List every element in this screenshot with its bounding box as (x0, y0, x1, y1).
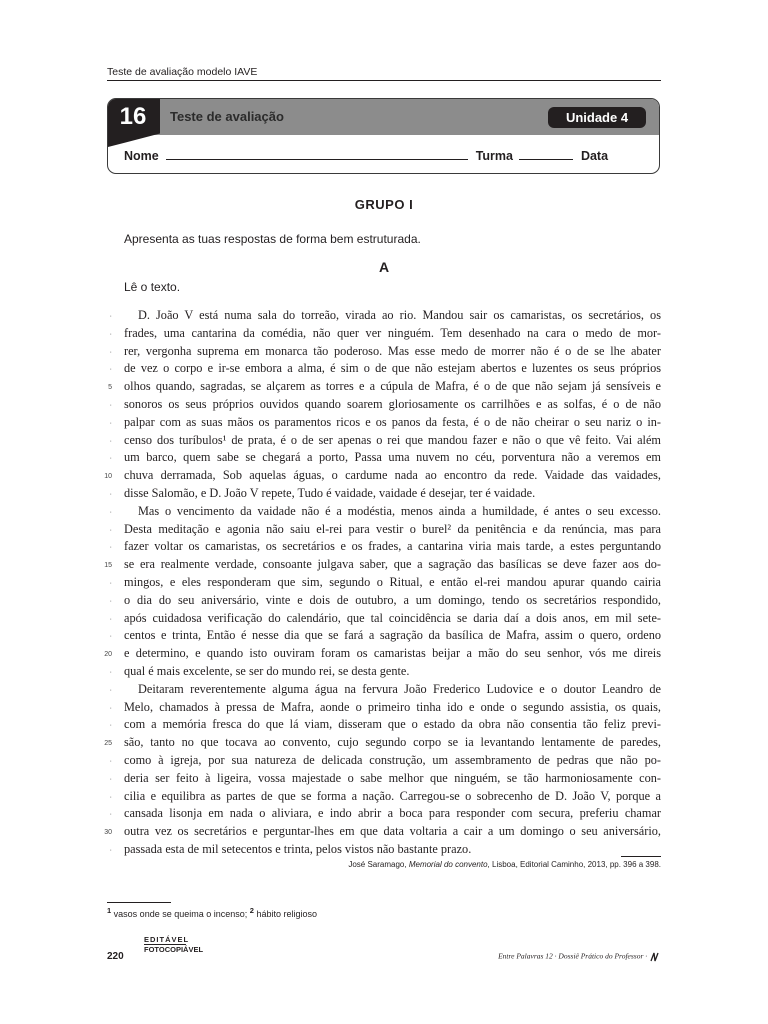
line-marker: · (109, 757, 112, 765)
line-text: e determino, e quando isto ouviram foram os camaristas beijar a mão do seu senhor, vós me direis (124, 646, 661, 661)
line-text: censo dos turíbulos¹ de prata, é o de ser apenas o rei que mandou fazer e não o que vê feito. Vai além (124, 432, 661, 447)
text-line (109, 449, 661, 467)
line-marker: · (109, 775, 112, 783)
text-line (109, 627, 661, 645)
line-text: como à igreja, por sua natureza de delicada construção, um assembramento de pedras que não po- (124, 752, 661, 767)
class-field[interactable] (519, 148, 573, 160)
footnotes (107, 906, 317, 919)
line-text: qual é mais excelente, se ser do mundo rei, se desta gente. (124, 663, 410, 678)
line-marker: · (109, 348, 112, 356)
line-marker: · (109, 668, 112, 676)
source-author: José Saramago, (348, 860, 409, 869)
line-marker: · (109, 437, 112, 445)
line-marker: · (109, 330, 112, 338)
line-text: um barco, quem sabe se chegará a porto, Passa uma nuvem no céu, porventura não a veremos em (124, 450, 661, 465)
line-text: Deitaram reverentemente alguma água na fervura João Frederico Ludovice e o doutor Leandro de (138, 681, 661, 696)
excerpt-text (104, 307, 661, 859)
line-marker: · (109, 597, 112, 605)
line-marker: · (109, 366, 112, 374)
line-text: Desta meditação e agonia não saiu el-rei para vestir o burel² da penitência e da renúncia, mas para (124, 521, 661, 536)
line-text: deria ser feito à ligeira, vossa majestade o sabe melhor que ninguém, se tão harmoniosamente con- (124, 770, 661, 785)
text-line (104, 467, 661, 485)
text-line (104, 556, 661, 574)
line-marker: · (109, 490, 112, 498)
line-text: após cuidadosa verificação do calendário, que tal coincidência se daria daí a dois anos, em mil sete- (124, 610, 661, 625)
line-text: sonoros os seus próprios ouvidos quando soarem gloriosamente os carrilhões e as solfas, é o de não (124, 396, 661, 411)
line-marker: · (109, 401, 112, 409)
text-line (109, 681, 661, 699)
text-line (109, 716, 661, 734)
footnote-text-1: vasos onde se queima o incenso; (111, 909, 250, 919)
page-number: 220 (107, 951, 124, 962)
class-label: Turma (475, 149, 513, 163)
text-line (104, 734, 661, 752)
line-marker: 25 (104, 740, 112, 748)
top-label: Teste de avaliação modelo IAVE (107, 66, 258, 78)
line-text: Mas o vencimento da vaidade não é a modéstia, menos ainda a humildade, é antes o seu excesso. (138, 503, 661, 518)
name-field[interactable] (166, 148, 468, 160)
line-text: fazer voltar os camaristas, os secretários e os frades, a cantarina viria mais tarde, a estes perguntando (124, 539, 661, 554)
line-marker: · (109, 579, 112, 587)
text-line (109, 396, 661, 414)
text-line (109, 325, 661, 343)
line-marker: · (109, 846, 112, 854)
line-text: com a memória fresca do que lá viam, disseram que o estado da obra não consentia tão feliz previ- (124, 717, 661, 732)
line-marker: 5 (108, 384, 112, 392)
line-marker: · (109, 686, 112, 694)
publisher-logo-icon (649, 951, 661, 963)
line-marker: · (109, 313, 112, 320)
stamp-top: EDITÁVEL (144, 935, 190, 944)
footer-publication-text: Entre Palavras 12 · Dossiê Prático do Professor · (498, 951, 648, 961)
footnote-number-2: 2 (249, 906, 254, 915)
line-text: de vez o corpo e ir-se embora a alma, é sim o de que não estejam abertos e luzentes os seus próprios (124, 361, 661, 376)
line-marker: 30 (104, 829, 112, 837)
line-text: são, tanto no que tocava ao convento, cujo segundo corpo se ia levantando lentamente de paredes, (124, 735, 661, 750)
photocopiable-stamp (144, 935, 204, 954)
line-marker: · (109, 793, 112, 801)
text-line (109, 841, 661, 859)
line-text: frades, uma cantarina da comédia, não quer ver ninguém. Tem desenhado na cara o medo de mor- (124, 325, 661, 340)
instruction: Apresenta as tuas respostas de forma bem estruturada. (124, 232, 421, 246)
text-line (109, 538, 661, 556)
text-line (104, 823, 661, 841)
text-line (109, 752, 661, 770)
footnote-divider (107, 902, 171, 903)
line-marker: · (109, 722, 112, 730)
text-line (109, 414, 661, 432)
line-text: passada esta de mil setecentos e trinta, pelos vistos não bastante prazo. (124, 841, 472, 856)
line-marker: · (109, 615, 112, 623)
text-line (109, 770, 661, 788)
date-label: Data (580, 149, 609, 163)
line-text: cansada lisonja em nada o aliviara, e indo abrir a boca para responder com secura, preferiu chamar (124, 806, 661, 821)
text-line (109, 574, 661, 592)
text-line (109, 307, 661, 325)
source-work: Memorial do convento (408, 860, 488, 869)
text-line (104, 645, 661, 663)
line-text: chuva derramada, Sob aquelas águas, o cardume nada ao encontro da rede. Vaidade das vaidades, (124, 468, 661, 483)
text-line (109, 610, 661, 628)
line-marker: · (109, 704, 112, 712)
text-line (109, 699, 661, 717)
line-text: outra vez os secretários e perguntar-lhes em que data voltaria a cair a um domingo o seu aniversário, (124, 824, 661, 839)
line-marker: · (109, 455, 112, 463)
line-text: mingos, e eles responderam que sim, segundo o Ritual, e então el-rei mandou apurar quando cairia (124, 574, 661, 589)
line-text: Melo, chamados à pressa de Mafra, aonde o primeiro tinha ido e onde o segundo assistia, os quais, (124, 699, 661, 714)
name-label: Nome (124, 149, 159, 163)
line-text: disse Salomão, e D. João V repete, Tudo é vaidade, vaidade é desejar, ter é vaidade. (124, 485, 536, 500)
line-text: palpar com as suas mãos os paramentos ricos e os panos da festa, é o de não cheirar o seu nariz o in- (124, 414, 661, 429)
line-marker: · (109, 811, 112, 819)
text-line (109, 521, 661, 539)
read-prompt: Lê o texto. (124, 280, 181, 294)
line-text: cilia e equilibra as partes de que se forma a nação. Carregou-se o sobrecenho de D. João V, porque a (124, 788, 661, 803)
text-line (109, 503, 661, 521)
footnote-text-2: hábito religioso (253, 909, 317, 919)
source-details: , Lisboa, Editorial Caminho, 2013, pp. 396 a 398. (487, 860, 661, 869)
text-line (108, 378, 661, 396)
text-line (109, 360, 661, 378)
line-marker: · (109, 526, 112, 534)
unit-badge: Unidade 4 (548, 107, 646, 128)
test-title: Teste de avaliação (170, 109, 284, 124)
group-heading: GRUPO I (354, 197, 414, 212)
line-marker: · (109, 508, 112, 516)
line-text: D. João V está numa sala do torreão, virada ao rio. Mandou sair os camaristas, os secretários, os (138, 308, 661, 322)
line-text: centos e trinta, Então é nesse dia que se fará a sagração da basílica de Mafra, assim o quero, ordeno (124, 628, 661, 643)
student-info-row (124, 148, 659, 174)
line-text: rer, vergonha suprema em monarca tão poderoso. Mas esse medo de morrer não é o de se lhe abater (124, 343, 661, 358)
stamp-bottom: FOTOCOPIÁVEL (144, 945, 204, 954)
line-marker: · (109, 544, 112, 552)
line-text: o dia do seu aniversário, vinte e dois de outubro, a um domingo, tendo os secretários respondido, (124, 592, 661, 607)
text-line (109, 343, 661, 361)
text-line (109, 663, 661, 681)
line-text: olhos quando, sagradas, se alçarem as torres e a cúpula de Mafra, é o de que não sejam já sensíveis e (124, 379, 661, 394)
test-number: 16 (119, 103, 147, 130)
line-marker: 10 (104, 473, 112, 481)
line-text: se era realmente verdade, consoante julgava saber, que a sagração das basílicas se deve fazer aos do- (124, 557, 661, 572)
top-divider (107, 80, 661, 81)
footer-publication (480, 951, 661, 963)
source-divider (621, 856, 661, 857)
source-citation (340, 860, 661, 869)
text-line (109, 788, 661, 806)
line-marker: 20 (104, 651, 112, 659)
date-field[interactable] (127, 163, 177, 174)
section-heading: A (378, 259, 390, 275)
text-line (109, 432, 661, 450)
line-marker: · (109, 419, 112, 427)
footnote-number-1: 1 (107, 906, 112, 915)
text-line (109, 592, 661, 610)
text-line (109, 485, 661, 503)
test-header-box (107, 98, 660, 174)
line-marker: 15 (104, 562, 112, 570)
line-marker: · (109, 633, 112, 641)
text-line (109, 805, 661, 823)
